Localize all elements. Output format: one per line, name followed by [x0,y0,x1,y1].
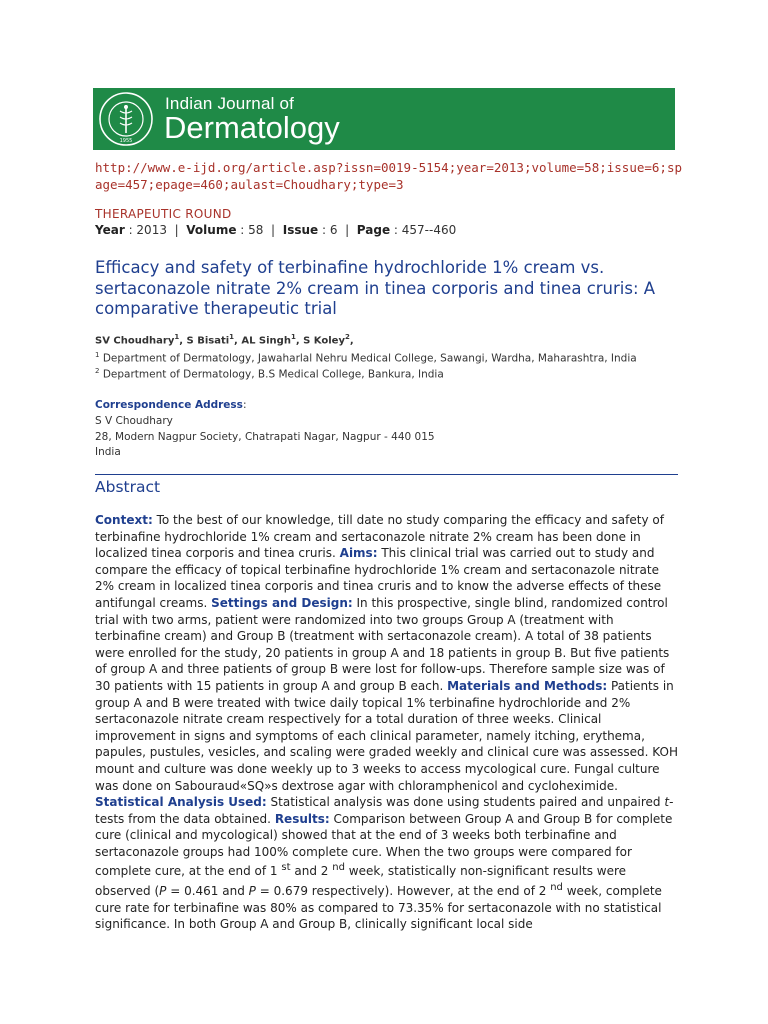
results-text: and 2 [294,864,329,879]
stats-text: Statistical analysis was done using students paired and unpaired [270,795,661,810]
superscript-nd: nd [550,882,563,894]
author-name[interactable]: S Koley [303,335,345,347]
settings-label: Settings and Design: [211,595,353,610]
author-aff-num: 1 [290,333,296,341]
affiliation-num: 2 [95,367,100,375]
correspondence-label: Correspondence Address: [95,399,247,411]
results-text: Comparison between Group A and Group B for complete cure (clinical and mycological) showed that at the end of 3 weeks both terbinafine and sertaconazole groups had 100% complete cure. When the two groups were compared for complete cure, at the end of 1 [95,811,673,879]
context-text: To the best of our knowledge, till date no study comparing the efficacy and safety of terbinafine hydrochloride 1% cream and sertaconazole nitrate 2% cream has been done in localized tinea corporis and tinea cruris. [95,513,664,561]
journal-seal-logo [98,91,154,147]
affiliation-text: Department of Dermatology, B.S Medical College, Bankura, India [102,368,444,381]
author-aff-num: 1 [174,333,180,341]
results-text: = 0.679 respectively). However, at the end of 2 [259,884,547,899]
author-aff-num: 2 [344,333,350,341]
journal-name-line1: Indian Journal of [165,94,295,113]
p-symbol: P [159,884,167,899]
journal-name-line2: Dermatology [164,110,340,145]
volume-value: 58 [248,223,264,237]
superscript-st: st [281,862,291,874]
results-text: = 0.461 and [170,884,245,899]
results-label: Results: [274,811,330,826]
issue-label: Issue [282,223,319,237]
methods-label: Materials and Methods: [447,678,608,693]
author-list: SV Choudhary$^1$, S Bisati$^1$, AL Singh$^1$, S Koley$^2$, [95,333,354,347]
settings-text: In this prospective, single blind, randomized control trial with two arms, patient were randomized into two groups Group A (treatment with terbinafine cream) and Group B (treatment with sertaconazole cream). A total of 38 patients were enrolled for the study, 20 patients in group A and 18 patients in group B. But five patients of group A and three patients of group B were lost for follow-ups. Therefore sample size was of 30 patients with 15 patients in group A and group B each. [95,595,670,693]
volume-label: Volume [186,223,237,237]
svg-text:1955: 1955 [119,138,133,144]
correspondence-name: S V Choudhary [95,415,173,427]
issue-value: 6 [329,223,338,237]
author-name[interactable]: S Bisati [186,335,230,347]
superscript-nd: nd [332,862,345,874]
correspondence-country: India [95,446,121,458]
abstract-heading: Abstract [95,478,161,496]
article-title: Efficacy and safety of terbinafine hydrochloride 1% cream vs. sertaconazole nitrate 2% cream in tinea corporis and tinea cruris: A comparative therapeutic trial [95,258,656,318]
stats-label: Statistical Analysis Used: [95,795,267,810]
section-label: THERAPEUTIC ROUND [95,207,232,221]
article-meta: Year : 2013 | Volume : 58 | Issue : 6 | Page : 457--460 [95,223,457,237]
affiliation-num: 1 [95,351,100,359]
methods-text: Patients in group A and B were treated with twice daily topical 1% terbinafine hydrochloride and 2% sertaconazole nitrate cream respectively for a total duration of three weeks. Clinical improvement in signs and symptoms of each clinical parameter, namely itching, erythema, papules, pustules, vesicles, and scaling were graded weekly and clinical cure was assessed. KOH mount and culture was done weekly up to 3 weeks to access mycological cure. Fungal culture was done on Sabouraud«SQ»s dextrose agar with chloramphenicol and cycloheximide. [95,678,678,793]
page-label: Page [356,223,391,237]
page-value: 457--460 [401,223,457,237]
correspondence-label-text: Correspondence Address [95,399,243,411]
results-text: week, complete cure rate for terbinafine was 80% as compared to 73.35% for sertaconazole with no statistical significance. In both Group A and Group B, clinically significant local side [95,884,662,932]
year-value: 2013 [136,223,167,237]
stats-text-cont: -tests from the data obtained. [95,795,674,826]
article-url-link[interactable]: http://www.e-ijd.org/article.asp?issn=0019-5154;year=2013;volume=58;issue=6;spage=457;epage=460;aulast=Choudhary;type=3 [95,160,682,192]
correspondence-address: 28, Modern Nagpur Society, Chatrapati Nagar, Nagpur - 440 015 [95,431,435,443]
affiliation-2 [95,367,444,381]
t-symbol: t [664,795,670,810]
abstract-body [95,512,681,933]
author-name[interactable]: SV Choudhary [95,335,175,347]
journal-banner [93,88,675,150]
author-name[interactable]: AL Singh [241,335,291,347]
affiliation-text: Department of Dermatology, Jawaharlal Nehru Medical College, Sawangi, Wardha, Maharashtra, India [102,352,637,365]
author-aff-num: 1 [229,333,235,341]
p-symbol: P [248,884,256,899]
results-text: week, statistically non-significant results were observed ( [95,864,627,899]
section-divider [95,474,678,475]
aims-label: Aims: [339,546,378,561]
context-label: Context: [95,513,153,527]
aims-text: This clinical trial was carried out to study and compare the efficacy of topical terbinafine hydrochloride 1% cream and sertaconazole nitrate 2% cream in localized tinea corporis and tinea cruris and to know the adverse effects of these antifungal creams. [95,546,662,610]
year-label: Year [95,223,125,237]
affiliation-1 [95,351,637,365]
